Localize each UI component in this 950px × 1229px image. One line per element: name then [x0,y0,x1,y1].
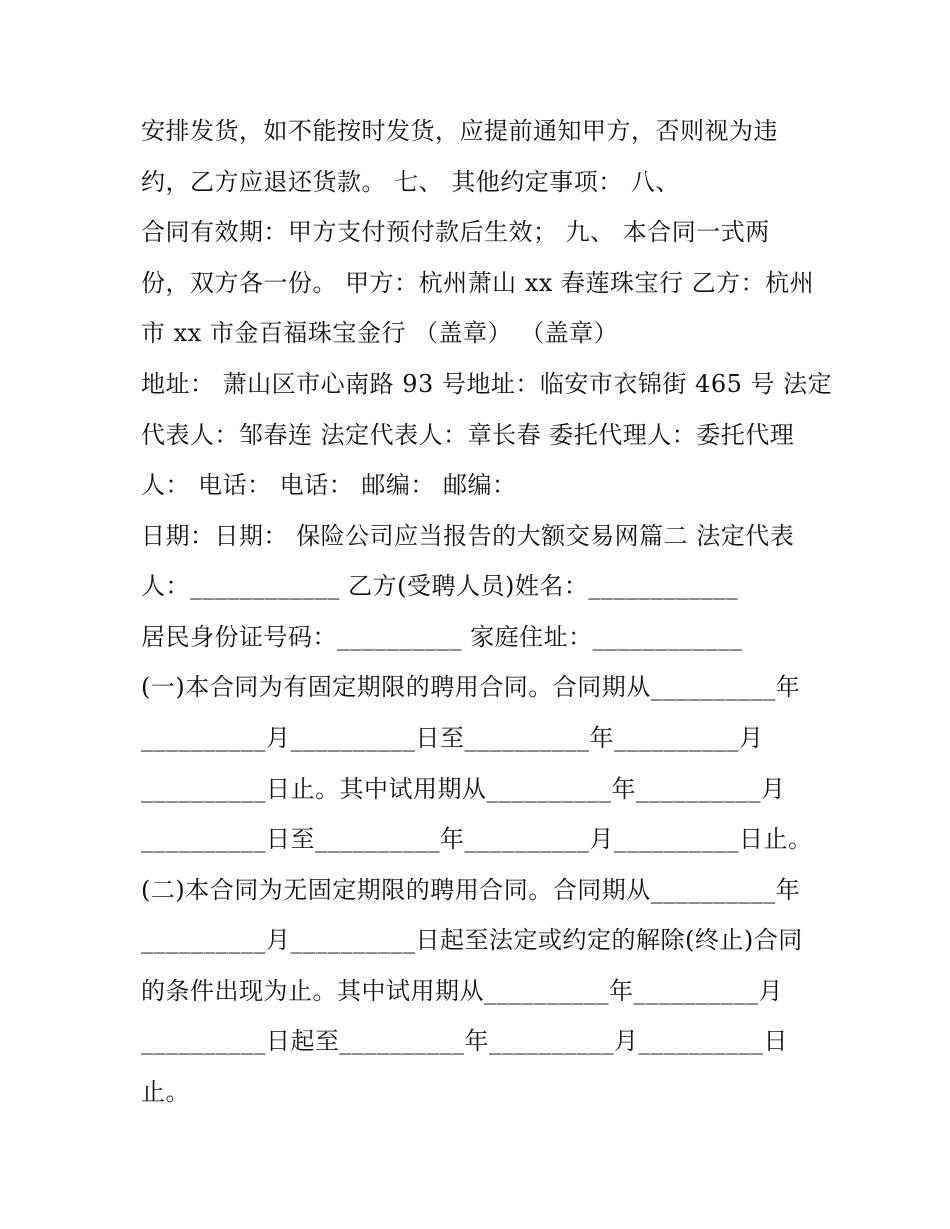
text-line: __________月__________日至__________年__________月 [141,724,764,752]
text-line: __________日止。其中试用期从__________年__________月 [141,775,786,803]
text-line: 代表人：邹春连 法定代表人：章长春 委托代理人：委托代理 [141,421,795,449]
text-line: 约，乙方应退还货款。 七、 其他约定事项： 八、 [141,168,680,196]
text-line: 人： 电话： 电话： 邮编： 邮编： [141,471,517,499]
text-line: 的条件出现为止。其中试用期从__________年__________月 [141,977,783,1005]
text-line: 份，双方各一份。 甲方：杭州萧山 xx 春莲珠宝行 乙方：杭州 [141,269,815,297]
text-line: __________月__________日起至法定或约定的解除(终止)合同 [141,926,803,954]
text-line: 合同有效期：甲方支付预付款后生效； 九、 本合同一式两 [141,218,770,246]
text-line: __________日至__________年__________月__________日止。 [141,825,813,853]
text-line: 人：____________ 乙方(受聘人员)姓名：____________ [141,572,739,600]
text-line: 止。 [141,1078,190,1106]
text-line: 居民身份证号码：__________ 家庭住址：____________ [141,623,743,651]
text-line: 地址： 萧山区市心南路 93 号地址：临安市衣锦街 465 号 法定 [141,370,833,398]
text-line: (一)本合同为有固定期限的聘用合同。合同期从__________年 [141,673,801,701]
text-line: (二)本合同为无固定期限的聘用合同。合同期从__________年 [141,876,801,904]
text-line: 日期：日期： 保险公司应当报告的大额交易网篇二 法定代表 [141,522,795,550]
text-line: __________日起至__________年__________月__________日 [141,1027,788,1055]
text-line: 市 xx 市金百福珠宝金行 （盖章） （盖章） [141,319,619,347]
text-line: 安排发货，如不能按时发货，应提前通知甲方，否则视为违 [141,117,778,145]
